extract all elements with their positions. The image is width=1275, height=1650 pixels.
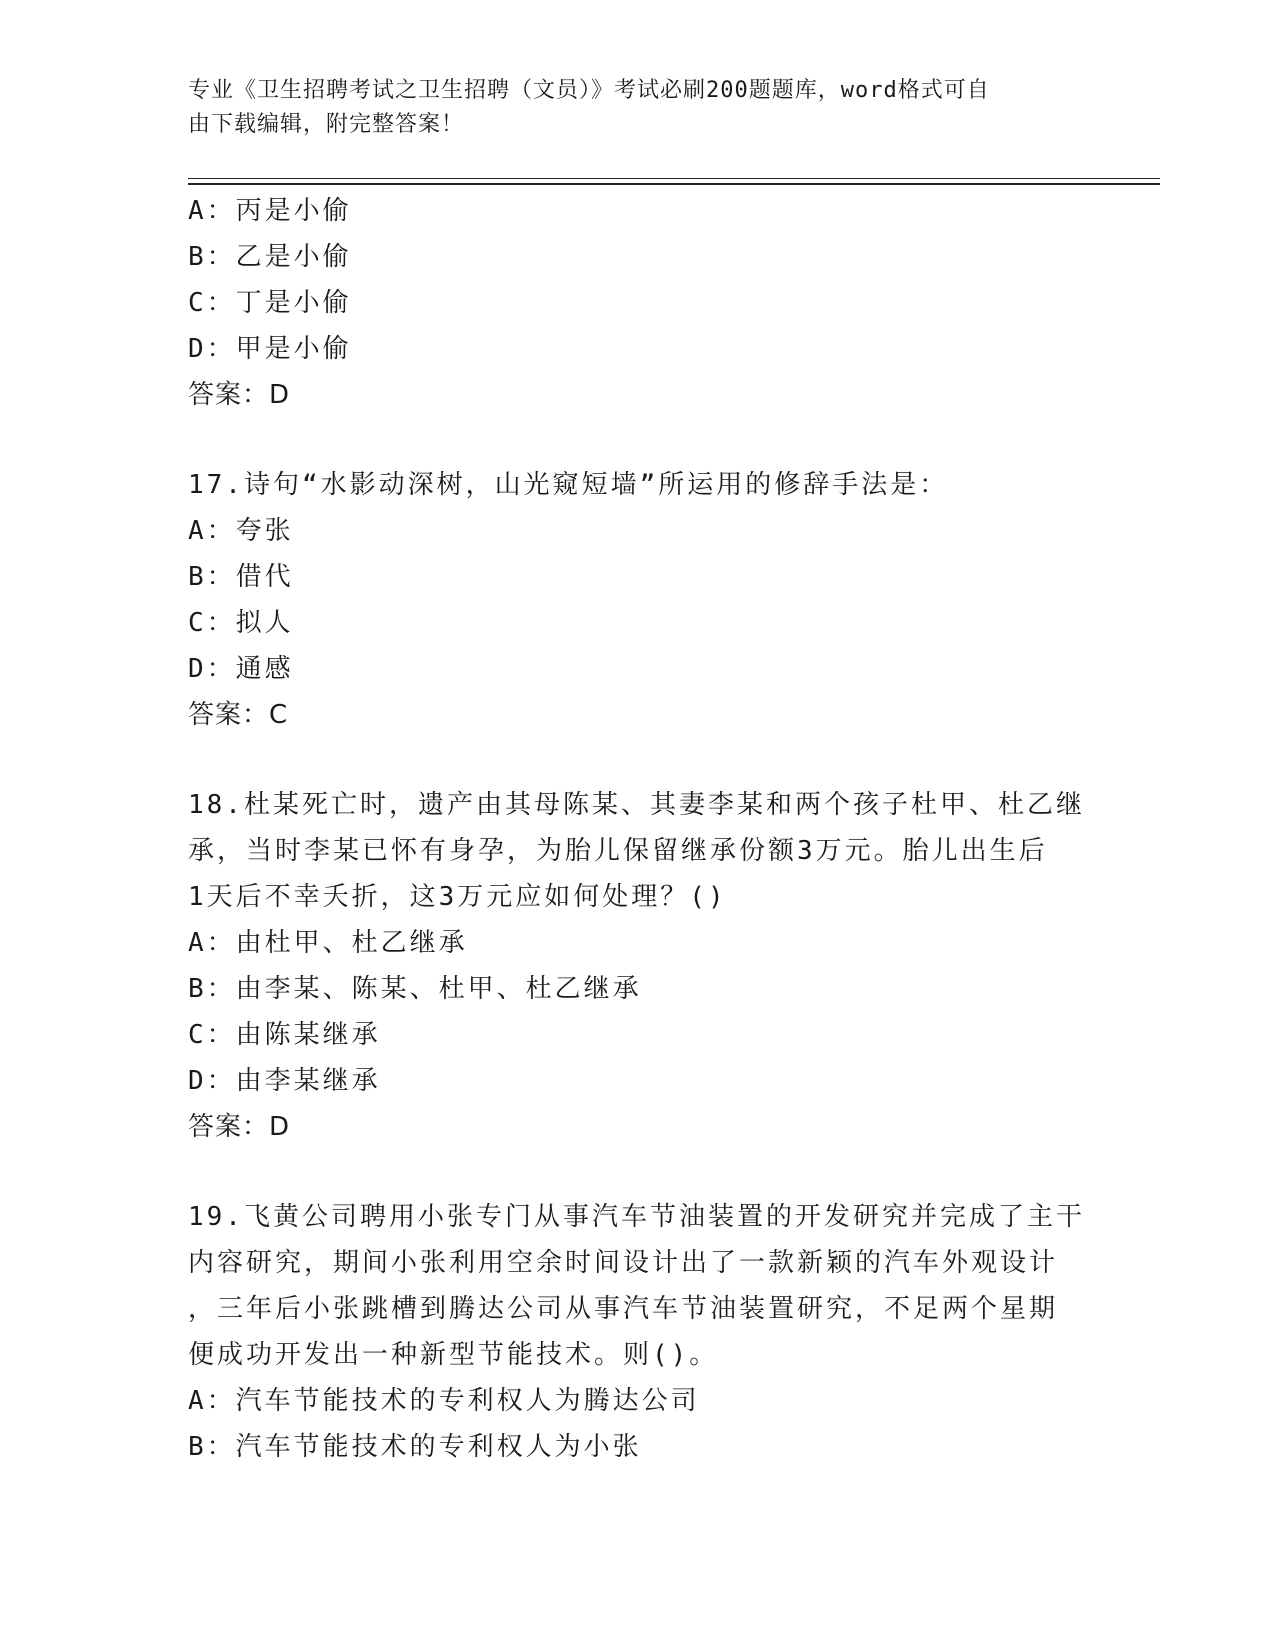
- document-body: [188, 188, 1088, 1470]
- question-text: 17.诗句“水影动深树，山光窥短墙”所运用的修辞手法是：: [188, 470, 949, 500]
- question-text-line-2: 内容研究，期间小张利用空余时间设计出了一款新颖的汽车外观设计: [188, 1248, 1059, 1278]
- question-text-line-1: 19.飞黄公司聘用小张专门从事汽车节油装置的开发研究并完成了主干: [188, 1202, 1085, 1232]
- option-a: A：夸张: [188, 516, 294, 546]
- header-divider-thin: [188, 178, 1160, 179]
- option-a: A：汽车节能技术的专利权人为腾达公司: [188, 1386, 700, 1416]
- question-17: [188, 462, 1088, 738]
- answer: 答案：D: [188, 380, 291, 410]
- spacer: [188, 738, 1088, 782]
- option-d: D：甲是小偷: [188, 334, 352, 364]
- option-c: C：由陈某继承: [188, 1020, 381, 1050]
- question-text-line-4: 便成功开发出一种新型节能技术。则()。: [188, 1340, 719, 1370]
- question-text-line-2: 承，当时李某已怀有身孕，为胎儿保留继承份额3万元。胎儿出生后: [188, 836, 1048, 866]
- spacer: [188, 1150, 1088, 1194]
- option-b: B：由李某、陈某、杜甲、杜乙继承: [188, 974, 642, 1004]
- question-19: [188, 1194, 1088, 1470]
- question-text-line-3: 1天后不幸夭折，这3万元应如何处理？(): [188, 882, 727, 912]
- answer: 答案：D: [188, 1112, 291, 1142]
- option-b: B：乙是小偷: [188, 242, 352, 272]
- option-c: C：丁是小偷: [188, 288, 352, 318]
- option-d: D：通感: [188, 654, 294, 684]
- header-line-1: 专业《卫生招聘考试之卫生招聘（文员）》考试必刷200题题库，word格式可自: [188, 78, 990, 103]
- question-text-line-1: 18.杜某死亡时，遗产由其母陈某、其妻李某和两个孩子杜甲、杜乙继: [188, 790, 1085, 820]
- question-text-line-3: ，三年后小张跳槽到腾达公司从事汽车节油装置研究，不足两个星期: [188, 1294, 1059, 1324]
- spacer: [188, 418, 1088, 462]
- answer: 答案：C: [188, 700, 289, 730]
- option-b: B：汽车节能技术的专利权人为小张: [188, 1432, 642, 1462]
- option-d: D：由李某继承: [188, 1066, 381, 1096]
- question-16: [188, 188, 1088, 418]
- option-b: B：借代: [188, 562, 294, 592]
- option-c: C：拟人: [188, 608, 294, 638]
- question-18: [188, 782, 1088, 1150]
- document-header: [188, 74, 1068, 142]
- header-divider-thick: [188, 183, 1160, 185]
- option-a: A：丙是小偷: [188, 196, 352, 226]
- option-a: A：由杜甲、杜乙继承: [188, 928, 468, 958]
- header-line-2: 由下载编辑，附完整答案！: [188, 112, 465, 137]
